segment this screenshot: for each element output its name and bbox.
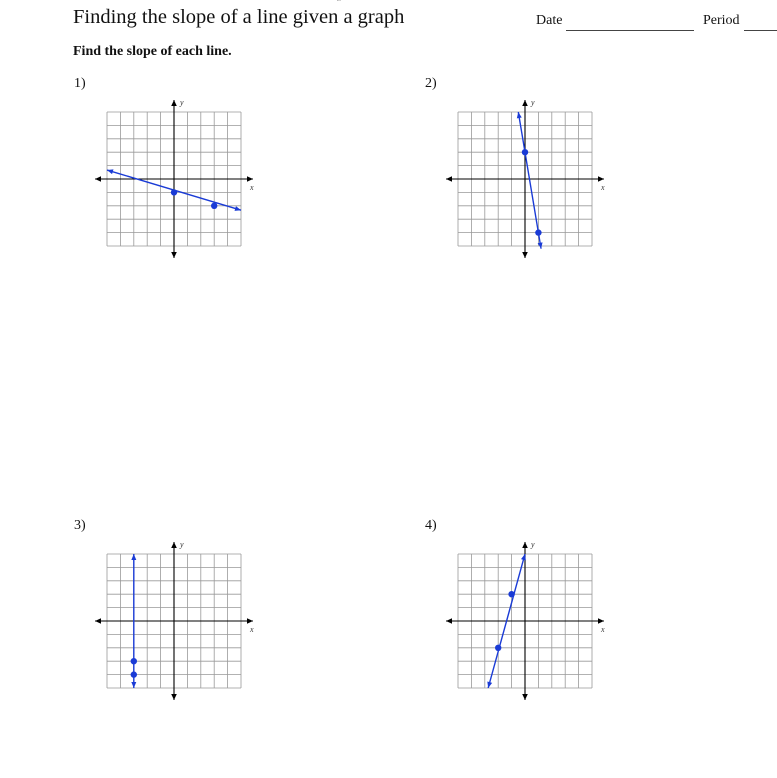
y-axis-arrow-down <box>171 252 177 258</box>
line-point <box>508 591 514 597</box>
worksheet-title: Finding the slope of a line given a graph <box>73 6 405 28</box>
line-point <box>535 229 541 235</box>
x-axis-arrow-left <box>95 618 101 624</box>
x-axis-arrow-left <box>95 176 101 182</box>
x-axis-arrow-left <box>446 176 452 182</box>
x-axis-arrow-right <box>247 618 253 624</box>
x-axis-label: x <box>601 183 605 192</box>
y-axis-label: y <box>180 98 184 107</box>
date-label: Date <box>536 13 563 28</box>
line-arrow-end <box>131 682 136 688</box>
problem-number: 2) <box>425 76 437 91</box>
x-axis-label: x <box>250 625 254 634</box>
problem-number: 3) <box>74 518 86 533</box>
y-axis-arrow-down <box>522 694 528 700</box>
problem-4 <box>425 518 765 778</box>
line-point <box>495 645 501 651</box>
x-axis-label: x <box>601 625 605 634</box>
x-axis-arrow-right <box>598 176 604 182</box>
x-axis-arrow-right <box>247 176 253 182</box>
y-axis-label: y <box>531 540 535 549</box>
coordinate-graph <box>443 84 633 264</box>
line-segment <box>518 112 541 249</box>
line-point <box>522 149 528 155</box>
x-axis-arrow-right <box>598 618 604 624</box>
coordinate-graph <box>443 526 633 706</box>
period-blank[interactable] <box>744 30 777 31</box>
date-blank[interactable] <box>566 30 694 31</box>
problem-3 <box>74 518 414 778</box>
problem-1 <box>74 76 414 336</box>
x-axis-arrow-left <box>446 618 452 624</box>
x-axis-label: x <box>250 183 254 192</box>
y-axis-label: y <box>531 98 535 107</box>
problem-number: 4) <box>425 518 437 533</box>
problem-number: 1) <box>74 76 86 91</box>
y-axis-arrow-up <box>522 100 528 106</box>
instructions: Find the slope of each line. <box>73 44 232 59</box>
line-point <box>131 671 137 677</box>
line-arrow-start <box>131 554 136 560</box>
coordinate-graph <box>92 84 282 264</box>
y-axis-arrow-up <box>171 100 177 106</box>
y-axis-arrow-up <box>171 542 177 548</box>
coordinate-graph <box>92 526 282 706</box>
copyright-notice <box>75 0 447 1</box>
y-axis-label: y <box>180 540 184 549</box>
line-point <box>171 189 177 195</box>
period-label: Period <box>703 13 740 28</box>
y-axis-arrow-down <box>522 252 528 258</box>
y-axis-arrow-up <box>522 542 528 548</box>
y-axis-arrow-down <box>171 694 177 700</box>
line-point <box>131 658 137 664</box>
problem-2 <box>425 76 765 336</box>
line-point <box>211 203 217 209</box>
